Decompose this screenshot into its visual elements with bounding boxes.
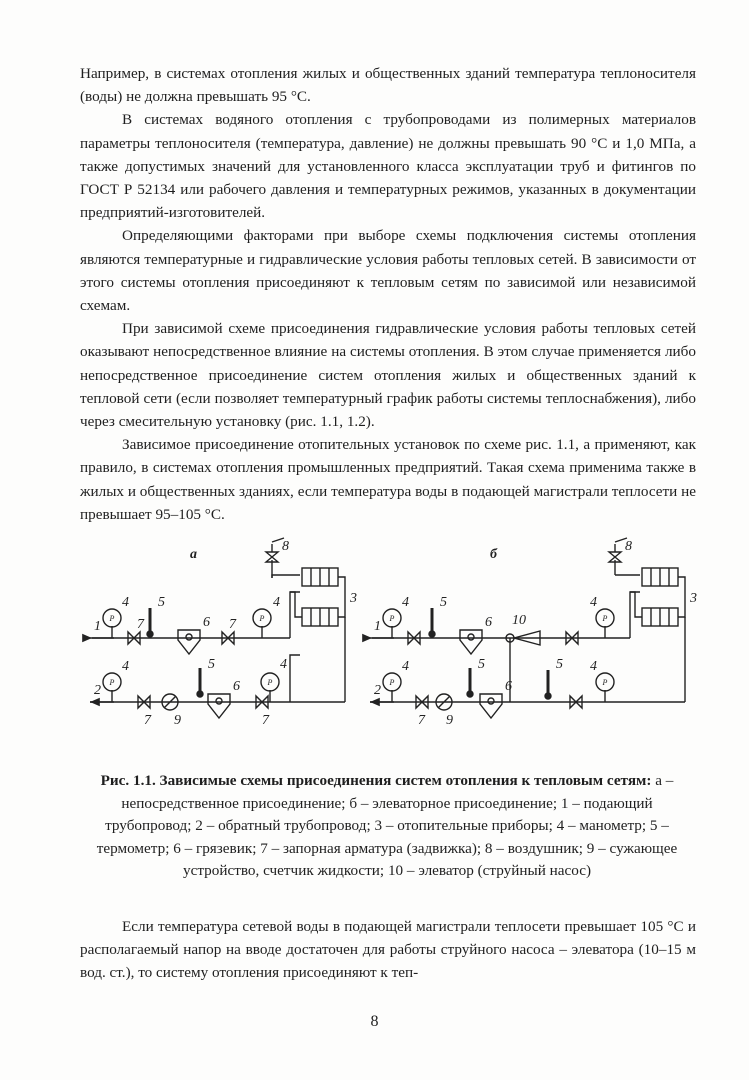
label-4-a: 4 — [273, 595, 280, 610]
label-10-b: 10 — [512, 613, 526, 628]
label-4-b: 4 — [590, 659, 597, 674]
label-7-a: 7 — [262, 713, 269, 728]
gauge-symbol: P — [109, 614, 115, 623]
tail-text — [80, 915, 696, 985]
label-4-b: 4 — [402, 659, 409, 674]
label-6-b: 6 — [485, 615, 492, 630]
vent-branch-a — [272, 575, 300, 578]
return-riser-a — [290, 655, 300, 702]
label-2-b: 2 — [374, 683, 381, 698]
gauge-symbol: P — [259, 614, 265, 623]
label-7-a: 7 — [144, 713, 151, 728]
label-7-a: 7 — [137, 617, 144, 632]
gauge-symbol: P — [267, 678, 273, 687]
gauge-symbol: P — [389, 678, 395, 687]
label-2-a: 2 — [94, 683, 101, 698]
paragraph-2: В системах водяного отопления с трубопроводами из полимерных материалов параметры теплоносителя (температура, давление) не должны превышать 90 °С и 1,0 МПа, а также допустимых значений для установленного класса эксплуатации труб и фитингов по ГОСТ Р 52134 или рабочего давления и температурных режимов, указанных в документации предприятий-изготовителей. — [80, 111, 696, 222]
scheme-b — [370, 538, 685, 718]
scheme-b-label: б — [490, 547, 497, 562]
paragraph-5: Зависимое присоединение отопительных установок по схеме рис. 1.1, а применяют, как правило, в системах отопления промышленных предприятий. Такая схема применима также в жилых и общественных зданиях, если температура воды в подающей магистрали теплосети не превышает 95–105 °С. — [80, 436, 696, 523]
label-5-b: 5 — [478, 657, 485, 672]
label-9-a: 9 — [174, 713, 181, 728]
gauge-symbol: P — [602, 614, 608, 623]
label-1-b: 1 — [374, 619, 381, 634]
label-5-b: 5 — [556, 657, 563, 672]
paragraph-4: При зависимой схеме присоединения гидравлические условия работы тепловых сетей оказывают непосредственное влияние на системы отопления. В этом случае применяется либо непосредственное присоединение систем отопления жилых и общественных зданий к тепловой сети (если позволяет температурный график работы системы теплоснабжения), либо через смесительную установку (рис. 1.1, 1.2). — [80, 320, 696, 431]
gauge-symbol: P — [389, 614, 395, 623]
label-4-b: 4 — [590, 595, 597, 610]
label-6-b: 6 — [505, 679, 512, 694]
label-5-a: 5 — [158, 595, 165, 610]
label-6-a: 6 — [203, 615, 210, 630]
label-6-a: 6 — [233, 679, 240, 694]
label-7-a: 7 — [229, 617, 236, 632]
label-9-b: 9 — [446, 713, 453, 728]
label-4-a: 4 — [280, 657, 287, 672]
label-5-b: 5 — [440, 595, 447, 610]
label-8-b: 8 — [625, 539, 632, 554]
label-4-a: 4 — [122, 659, 129, 674]
label-7-b: 7 — [418, 713, 425, 728]
gauge-symbol: P — [602, 678, 608, 687]
label-3-a: 3 — [350, 591, 357, 606]
caption-legend: а – непосредственное присоединение; б – элеваторное присоединение; 1 – подающий трубопровод; 2 – обратный трубопровод; 3 – отопительные приборы; 4 – манометр; 5 – термометр; 6 – грязевик; 7 – запорная арматура (задвижка); 8 – воздушник; 9 – сужающее устройство, счетчик жидкости; 10 – элеватор (струйный насос) — [96, 772, 678, 880]
connection-schemes-diagram — [70, 530, 710, 750]
label-3-b: 3 — [690, 591, 697, 606]
scheme-a — [90, 538, 345, 718]
figure-caption — [92, 770, 682, 883]
label-4-b: 4 — [402, 595, 409, 610]
paragraph-3: Определяющими факторами при выборе схемы подключения системы отопления являются температурные и гидравлические условия работы тепловых сетей. В зависимости от этого системы отопления присоединяют к тепловым сетям по зависимой или независимой схемам. — [80, 227, 696, 315]
paragraph-1: Например, в системах отопления жилых и общественных зданий температура теплоносителя (воды) не должна превышать 95 °С. — [80, 65, 696, 106]
scheme-a-label: а — [190, 547, 197, 562]
caption-title: Рис. 1.1. Зависимые схемы присоединения систем отопления к тепловым сетям: — [100, 772, 652, 789]
label-4-a: 4 — [122, 595, 129, 610]
gauge-symbol: P — [109, 678, 115, 687]
page-number: 8 — [370, 1013, 379, 1030]
paragraph-6: Если температура сетевой воды в подающей магистрали теплосети превышает 105 °С и располагаемый напор на вводе достаточен для работы струйного насоса – элеватора (10–15 м вод. ст.), то систему отопления присоединяют к теп- — [80, 918, 696, 982]
figure-1-1 — [70, 530, 710, 750]
label-1-a: 1 — [94, 619, 101, 634]
label-8-a: 8 — [282, 539, 289, 554]
body-text — [80, 62, 696, 526]
label-5-a: 5 — [208, 657, 215, 672]
